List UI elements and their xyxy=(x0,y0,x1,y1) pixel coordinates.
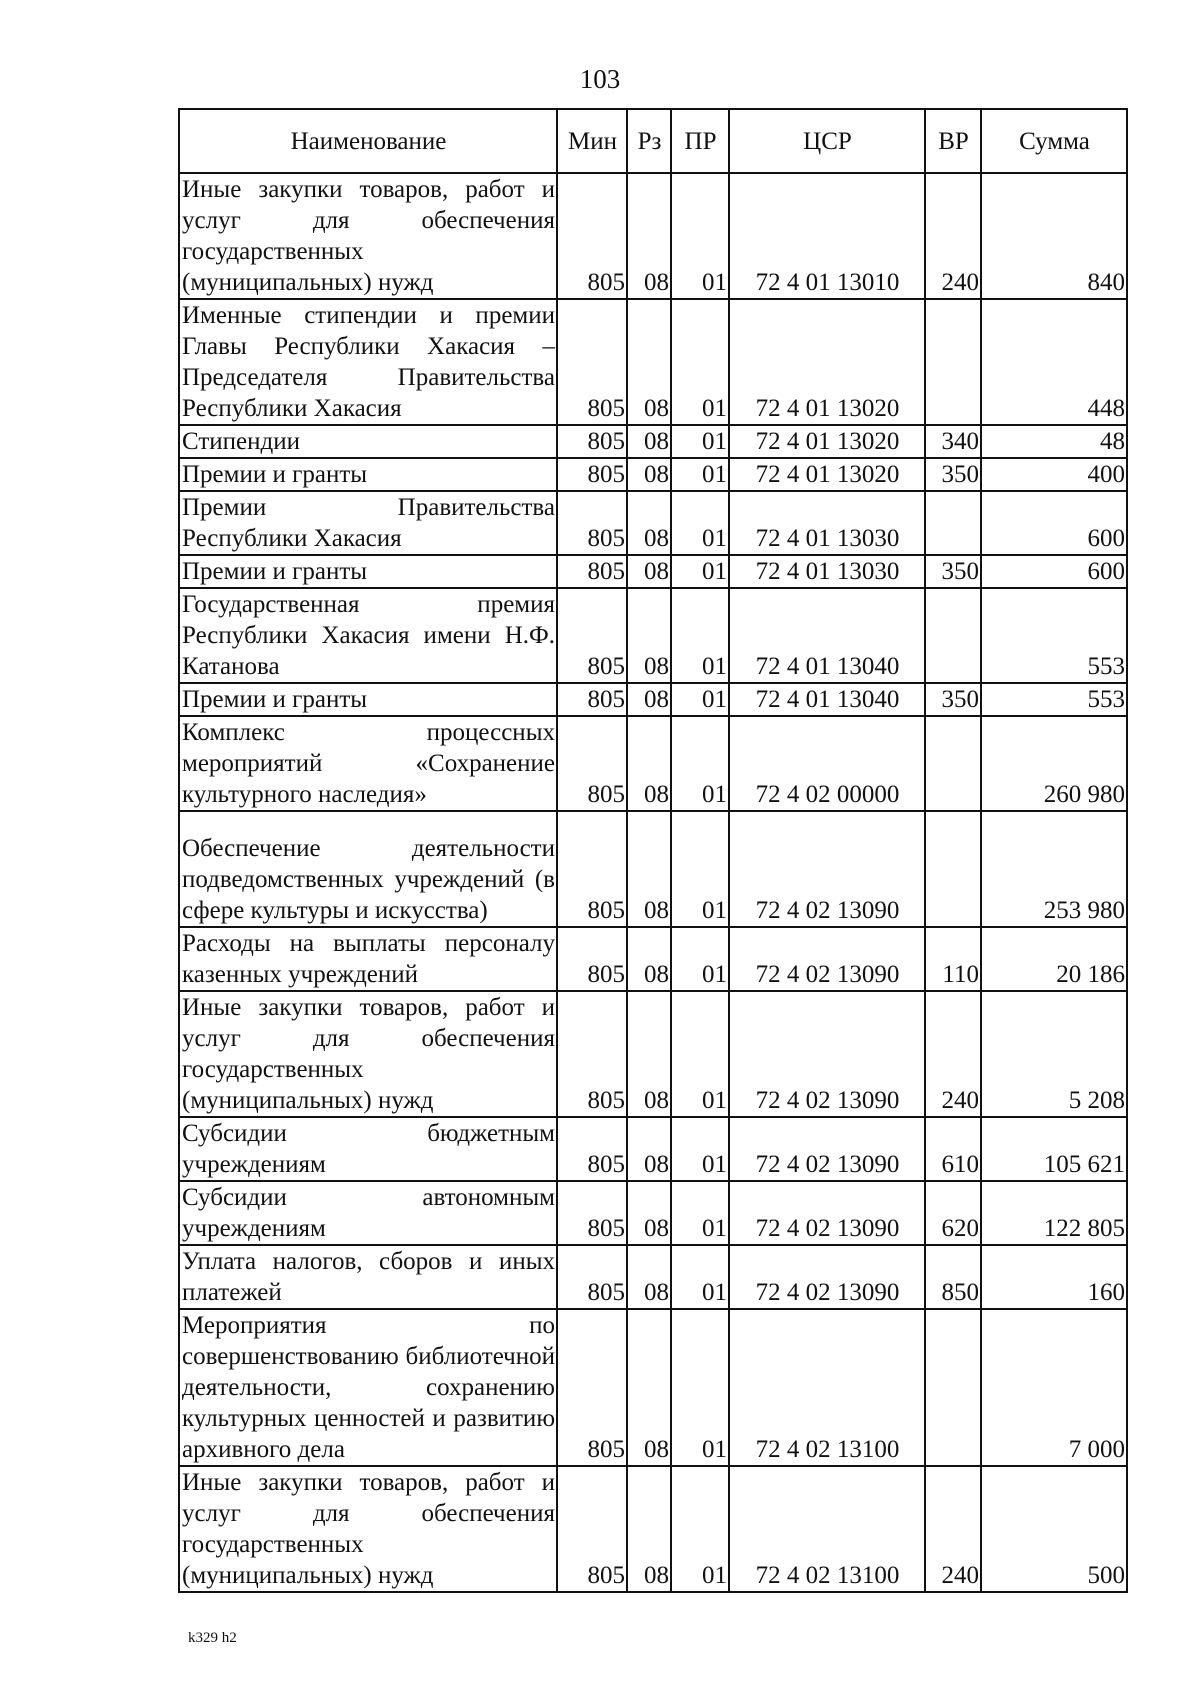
cell-pr: 01 xyxy=(671,1466,729,1592)
cell-sum: 500 xyxy=(981,1466,1127,1592)
cell-rz: 08 xyxy=(627,173,671,299)
cell-vr xyxy=(925,1309,981,1466)
cell-sum: 253 980 xyxy=(981,811,1127,927)
cell-name: Обеспечение деятельности подведомственных учреждений (в сфере культуры и искусства) xyxy=(179,811,557,927)
table-row xyxy=(179,1466,1127,1592)
cell-csr: 72 4 02 13100 xyxy=(729,1466,925,1592)
table-row xyxy=(179,425,1127,458)
header-sum: Сумма xyxy=(981,109,1127,173)
table-row xyxy=(179,683,1127,716)
cell-csr: 72 4 02 00000 xyxy=(729,716,925,811)
cell-sum: 160 xyxy=(981,1245,1127,1309)
cell-rz: 08 xyxy=(627,1117,671,1181)
cell-name: Уплата налогов, сборов и иных платежей xyxy=(179,1245,557,1309)
cell-rz: 08 xyxy=(627,425,671,458)
cell-rz: 08 xyxy=(627,299,671,425)
cell-csr: 72 4 02 13090 xyxy=(729,1181,925,1245)
cell-rz: 08 xyxy=(627,991,671,1117)
table-header-row xyxy=(179,109,1127,173)
cell-name: Премии Правительства Республики Хакасия xyxy=(179,491,557,555)
cell-rz: 08 xyxy=(627,1466,671,1592)
cell-csr: 72 4 01 13010 xyxy=(729,173,925,299)
cell-csr: 72 4 01 13030 xyxy=(729,555,925,588)
cell-name: Иные закупки товаров, работ и услуг для обеспечения государственных (муниципальных) нужд xyxy=(179,991,557,1117)
cell-vr xyxy=(925,588,981,683)
table-row xyxy=(179,1181,1127,1245)
cell-csr: 72 4 02 13090 xyxy=(729,1117,925,1181)
cell-name: Субсидии бюджетным учреждениям xyxy=(179,1117,557,1181)
cell-vr: 240 xyxy=(925,991,981,1117)
cell-csr: 72 4 02 13090 xyxy=(729,927,925,991)
cell-pr: 01 xyxy=(671,1181,729,1245)
cell-sum: 48 xyxy=(981,425,1127,458)
cell-csr: 72 4 02 13100 xyxy=(729,1309,925,1466)
cell-csr: 72 4 02 13090 xyxy=(729,1245,925,1309)
cell-name: Иные закупки товаров, работ и услуг для обеспечения государственных (муниципальных) нужд xyxy=(179,1466,557,1592)
cell-min: 805 xyxy=(557,299,627,425)
header-name: Наименование xyxy=(179,109,557,173)
header-csr: ЦСР xyxy=(729,109,925,173)
cell-csr: 72 4 01 13030 xyxy=(729,491,925,555)
cell-sum: 5 208 xyxy=(981,991,1127,1117)
header-pr: ПР xyxy=(671,109,729,173)
cell-pr: 01 xyxy=(671,1117,729,1181)
cell-vr xyxy=(925,491,981,555)
cell-vr: 350 xyxy=(925,458,981,491)
cell-min: 805 xyxy=(557,927,627,991)
cell-min: 805 xyxy=(557,1466,627,1592)
cell-pr: 01 xyxy=(671,458,729,491)
cell-vr xyxy=(925,716,981,811)
cell-rz: 08 xyxy=(627,588,671,683)
table-row xyxy=(179,299,1127,425)
cell-name: Премии и гранты xyxy=(179,458,557,491)
cell-rz: 08 xyxy=(627,491,671,555)
cell-sum: 105 621 xyxy=(981,1117,1127,1181)
table-row xyxy=(179,1117,1127,1181)
cell-rz: 08 xyxy=(627,716,671,811)
cell-pr: 01 xyxy=(671,173,729,299)
cell-pr: 01 xyxy=(671,555,729,588)
cell-name: Премии и гранты xyxy=(179,683,557,716)
cell-pr: 01 xyxy=(671,299,729,425)
cell-sum: 553 xyxy=(981,683,1127,716)
footer-code: k329 h2 xyxy=(188,1630,237,1646)
cell-rz: 08 xyxy=(627,927,671,991)
cell-name: Мероприятия по совершенствованию библиотечной деятельности, сохранению культурных ценностей и развитию архивного дела xyxy=(179,1309,557,1466)
cell-pr: 01 xyxy=(671,811,729,927)
cell-name: Государственная премия Республики Хакасия имени Н.Ф. Катанова xyxy=(179,588,557,683)
cell-rz: 08 xyxy=(627,1245,671,1309)
cell-sum: 600 xyxy=(981,555,1127,588)
table-row xyxy=(179,927,1127,991)
cell-vr: 850 xyxy=(925,1245,981,1309)
cell-csr: 72 4 01 13020 xyxy=(729,425,925,458)
table-row xyxy=(179,588,1127,683)
cell-name: Именные стипендии и премии Главы Республики Хакасия – Председателя Правительства Республики Хакасия xyxy=(179,299,557,425)
cell-min: 805 xyxy=(557,1309,627,1466)
cell-min: 805 xyxy=(557,458,627,491)
cell-rz: 08 xyxy=(627,1309,671,1466)
table-row xyxy=(179,458,1127,491)
cell-pr: 01 xyxy=(671,991,729,1117)
cell-sum: 840 xyxy=(981,173,1127,299)
cell-name: Расходы на выплаты персоналу казенных учреждений xyxy=(179,927,557,991)
cell-csr: 72 4 01 13020 xyxy=(729,299,925,425)
cell-pr: 01 xyxy=(671,716,729,811)
table-body xyxy=(179,173,1127,1592)
cell-pr: 01 xyxy=(671,425,729,458)
cell-rz: 08 xyxy=(627,683,671,716)
cell-min: 805 xyxy=(557,1117,627,1181)
cell-sum: 448 xyxy=(981,299,1127,425)
cell-pr: 01 xyxy=(671,588,729,683)
cell-sum: 400 xyxy=(981,458,1127,491)
table-row xyxy=(179,555,1127,588)
cell-sum: 553 xyxy=(981,588,1127,683)
cell-vr xyxy=(925,811,981,927)
header-min: Мин xyxy=(557,109,627,173)
table-row xyxy=(179,1309,1127,1466)
cell-name: Стипендии xyxy=(179,425,557,458)
cell-vr: 240 xyxy=(925,1466,981,1592)
cell-vr: 110 xyxy=(925,927,981,991)
table-row xyxy=(179,716,1127,811)
cell-csr: 72 4 01 13040 xyxy=(729,683,925,716)
table-row xyxy=(179,1245,1127,1309)
cell-sum: 260 980 xyxy=(981,716,1127,811)
header-vr: ВР xyxy=(925,109,981,173)
cell-csr: 72 4 02 13090 xyxy=(729,991,925,1117)
cell-min: 805 xyxy=(557,1181,627,1245)
cell-pr: 01 xyxy=(671,1309,729,1466)
table-row xyxy=(179,991,1127,1117)
cell-name: Комплекс процессных мероприятий «Сохранение культурного наследия» xyxy=(179,716,557,811)
table-row xyxy=(179,173,1127,299)
cell-pr: 01 xyxy=(671,683,729,716)
cell-sum: 7 000 xyxy=(981,1309,1127,1466)
cell-sum: 600 xyxy=(981,491,1127,555)
cell-vr: 240 xyxy=(925,173,981,299)
cell-pr: 01 xyxy=(671,927,729,991)
cell-vr: 610 xyxy=(925,1117,981,1181)
cell-rz: 08 xyxy=(627,458,671,491)
cell-min: 805 xyxy=(557,173,627,299)
cell-min: 805 xyxy=(557,555,627,588)
cell-vr: 350 xyxy=(925,555,981,588)
cell-name: Премии и гранты xyxy=(179,555,557,588)
header-rz: Рз xyxy=(627,109,671,173)
cell-csr: 72 4 02 13090 xyxy=(729,811,925,927)
cell-rz: 08 xyxy=(627,1181,671,1245)
cell-name: Иные закупки товаров, работ и услуг для обеспечения государственных (муниципальных) нужд xyxy=(179,173,557,299)
cell-vr: 350 xyxy=(925,683,981,716)
cell-csr: 72 4 01 13020 xyxy=(729,458,925,491)
cell-csr: 72 4 01 13040 xyxy=(729,588,925,683)
cell-min: 805 xyxy=(557,811,627,927)
budget-table xyxy=(178,108,1128,1593)
cell-vr: 620 xyxy=(925,1181,981,1245)
cell-pr: 01 xyxy=(671,1245,729,1309)
table-row xyxy=(179,491,1127,555)
cell-min: 805 xyxy=(557,1245,627,1309)
cell-rz: 08 xyxy=(627,811,671,927)
cell-min: 805 xyxy=(557,716,627,811)
cell-name: Субсидии автономным учреждениям xyxy=(179,1181,557,1245)
page-number: 103 xyxy=(579,64,621,94)
cell-min: 805 xyxy=(557,425,627,458)
cell-sum: 122 805 xyxy=(981,1181,1127,1245)
cell-rz: 08 xyxy=(627,555,671,588)
cell-min: 805 xyxy=(557,588,627,683)
cell-sum: 20 186 xyxy=(981,927,1127,991)
cell-vr xyxy=(925,299,981,425)
cell-min: 805 xyxy=(557,491,627,555)
cell-vr: 340 xyxy=(925,425,981,458)
table-row xyxy=(179,811,1127,927)
cell-pr: 01 xyxy=(671,491,729,555)
cell-min: 805 xyxy=(557,991,627,1117)
cell-min: 805 xyxy=(557,683,627,716)
